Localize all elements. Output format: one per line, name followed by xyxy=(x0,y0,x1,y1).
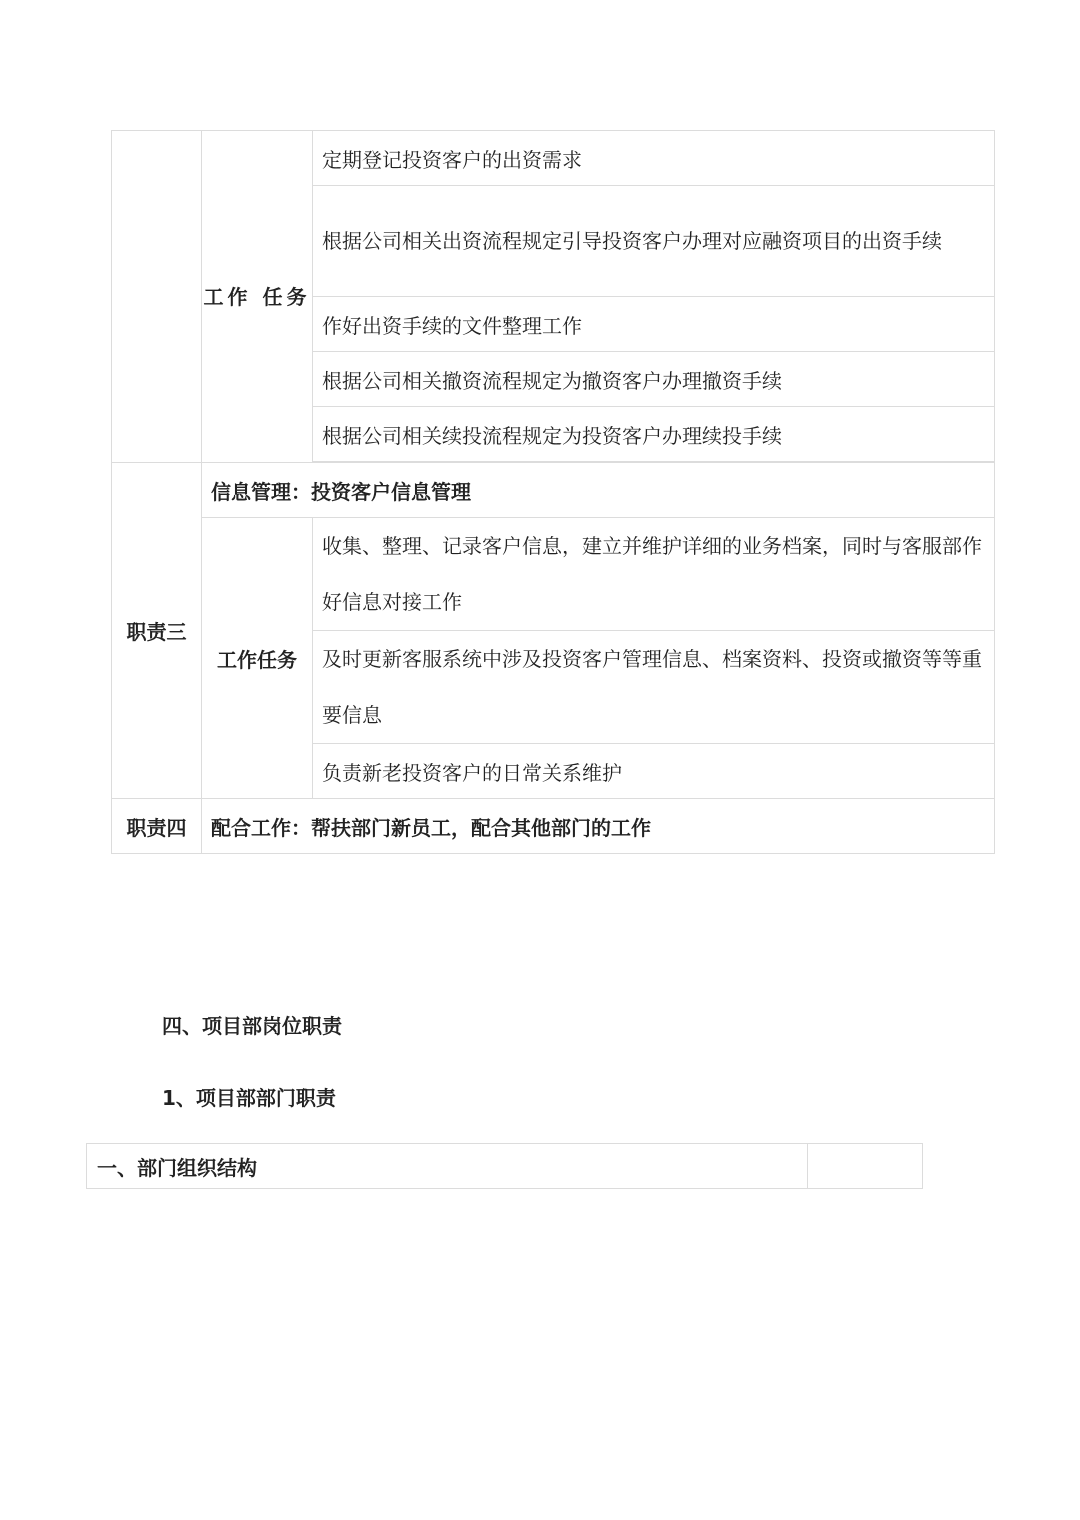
task-text: 根据公司相关续投流程规定为投资客户办理续投手续 xyxy=(322,423,782,448)
task-text: 及时更新客服系统中涉及投资客户管理信息、档案资料、投资或撤资等等重要信息 xyxy=(322,647,982,727)
task-label: 工作 任务 xyxy=(203,284,311,309)
duty4-label: 职责四 xyxy=(112,799,202,854)
task-text: 收集、整理、记录客户信息，建立并维护详细的业务档案，同时与客服部作好信息对接工作 xyxy=(322,534,982,614)
task-text: 负责新老投资客户的日常关系维护 xyxy=(322,760,622,785)
task-cell xyxy=(313,744,995,799)
task-cell xyxy=(313,631,995,744)
task-cell xyxy=(313,352,995,407)
task-cell xyxy=(313,131,995,186)
task-cell xyxy=(313,407,995,462)
empty-cell xyxy=(808,1144,923,1189)
duty3-task-label: 工作任务 xyxy=(202,518,313,799)
task-label-cell xyxy=(202,131,313,463)
task-text: 根据公司相关撤资流程规定为撤资客户办理撤资手续 xyxy=(322,368,782,393)
duty3-label: 职责三 xyxy=(112,463,202,799)
org-structure-title: 一、部门组织结构 xyxy=(87,1144,808,1189)
task-cell xyxy=(313,186,995,297)
duty3-title: 信息管理：投资客户信息管理 xyxy=(202,463,995,518)
task-text: 根据公司相关出资流程规定引导投资客户办理对应融资项目的出资手续 xyxy=(322,229,942,253)
duty-table xyxy=(111,130,995,854)
duty2-label-cell xyxy=(112,131,202,463)
org-structure-table xyxy=(86,1143,923,1189)
duty4-title: 配合工作：帮扶部门新员工，配合其他部门的工作 xyxy=(202,799,995,854)
task-cell xyxy=(313,518,995,631)
task-text: 作好出资手续的文件整理工作 xyxy=(322,313,582,338)
section-heading: 四、项目部岗位职责 xyxy=(162,1014,342,1038)
subsection-heading: 1、项目部部门职责 xyxy=(162,1086,336,1110)
task-cell xyxy=(313,297,995,352)
task-text: 定期登记投资客户的出资需求 xyxy=(322,147,582,172)
